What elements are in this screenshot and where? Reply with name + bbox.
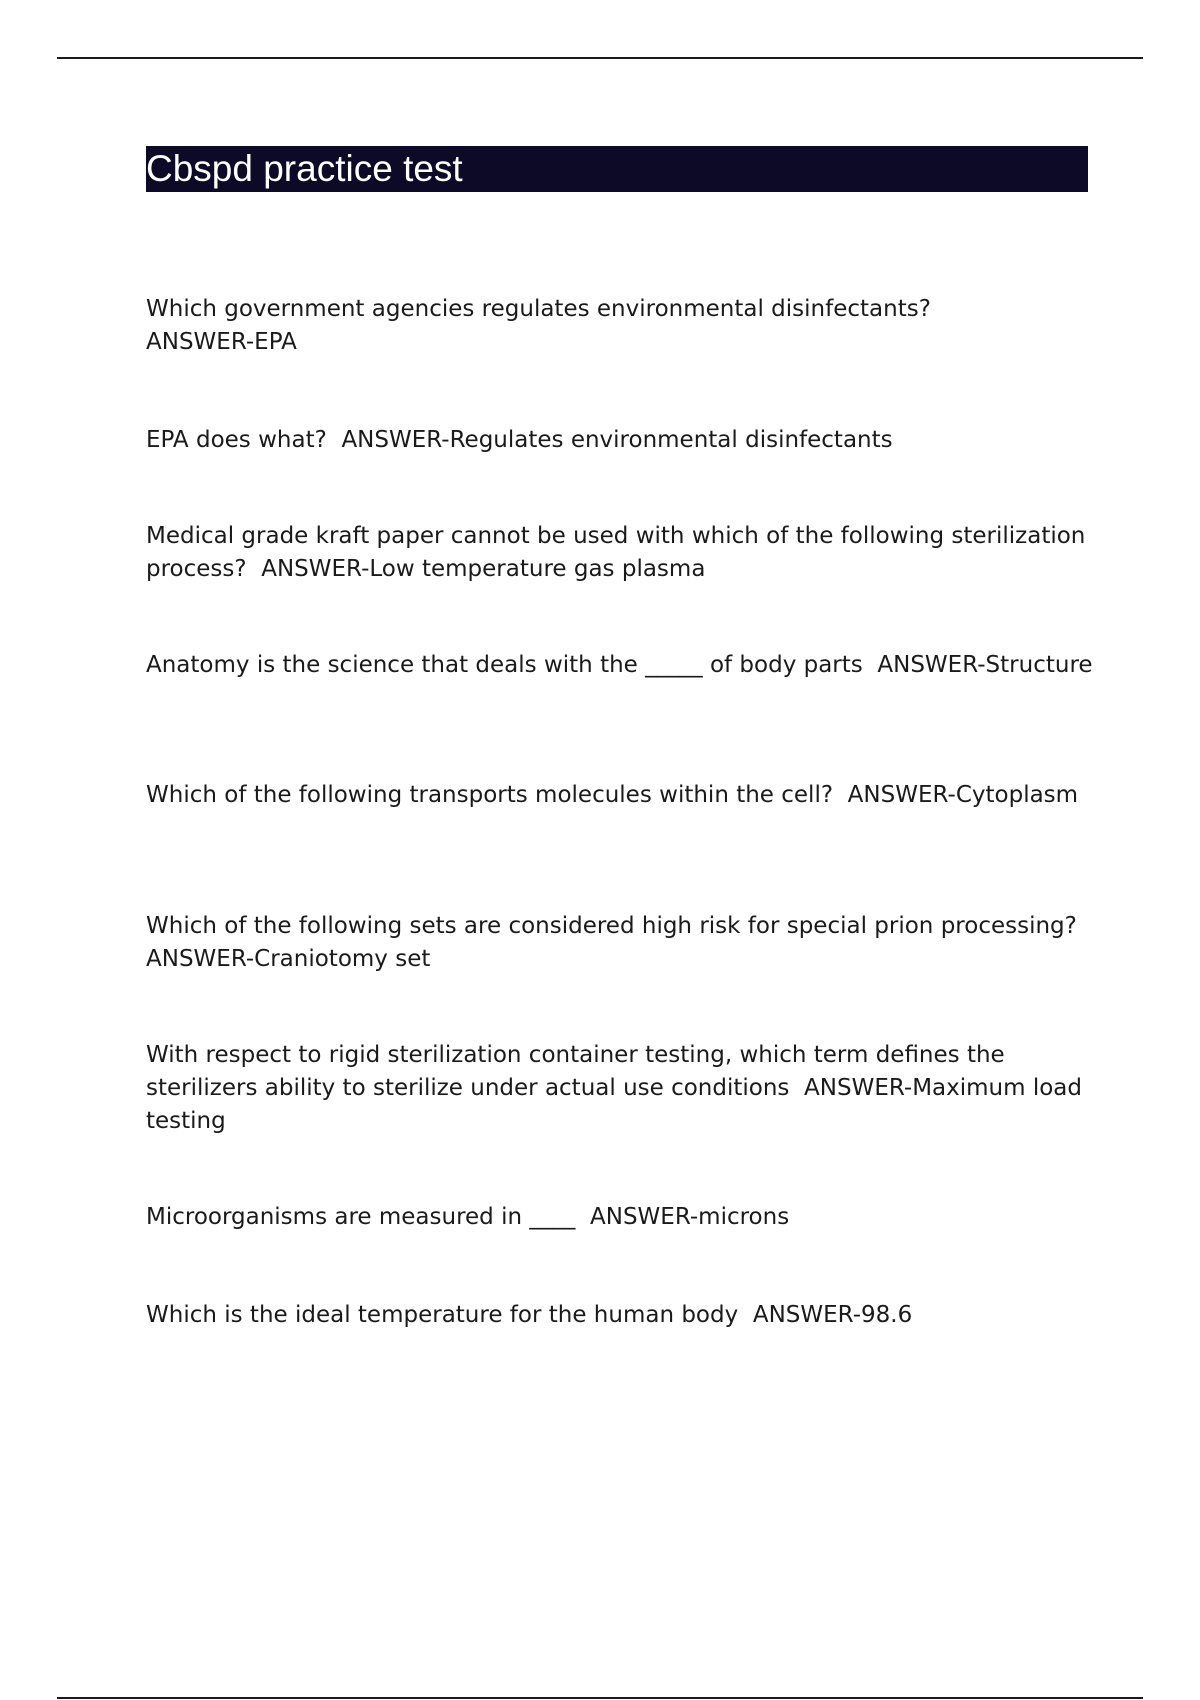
answer-text: ANSWER-Maximum load testing (146, 1075, 1090, 1134)
question-text: Which of the following transports molecules within the cell? (146, 782, 834, 808)
qa-item (146, 520, 1096, 586)
answer-text: ANSWER-EPA (146, 329, 297, 355)
top-rule (57, 57, 1143, 59)
qa-item (146, 424, 1096, 457)
question-text: Anatomy is the science that deals with the _____ of body parts (146, 652, 863, 678)
answer-text: ANSWER-microns (590, 1204, 790, 1230)
answer-text: ANSWER-Low temperature gas plasma (261, 556, 706, 582)
bottom-rule (57, 1697, 1143, 1699)
qa-item (146, 910, 1096, 976)
answer-text: ANSWER-Structure (877, 652, 1093, 678)
title-banner (146, 146, 1088, 192)
question-text: Which government agencies regulates environmental disinfectants? (146, 296, 931, 322)
qa-item (146, 1299, 1096, 1332)
qa-item (146, 1201, 1096, 1234)
qa-item (146, 1039, 1096, 1138)
answer-text: ANSWER-Cytoplasm (847, 782, 1079, 808)
question-text: Microorganisms are measured in ____ (146, 1204, 576, 1230)
question-text: EPA does what? (146, 427, 327, 453)
answer-text: ANSWER-Regulates environmental disinfectants (341, 427, 893, 453)
question-text: With respect to rigid sterilization container testing, which term defines the sterilizers ability to sterilize under actual use conditions (146, 1042, 1013, 1101)
qa-item (146, 649, 1096, 682)
answer-text: ANSWER-98.6 (752, 1302, 913, 1328)
page-title: Cbspd practice test (146, 148, 463, 189)
question-text: Medical grade kraft paper cannot be used with which of the following sterilization process? (146, 523, 1093, 582)
qa-item (146, 779, 1096, 812)
answer-text: ANSWER-Craniotomy set (146, 946, 431, 972)
qa-item (146, 293, 1096, 359)
question-text: Which of the following sets are considered high risk for special prion processing? (146, 913, 1077, 939)
question-text: Which is the ideal temperature for the human body (146, 1302, 739, 1328)
